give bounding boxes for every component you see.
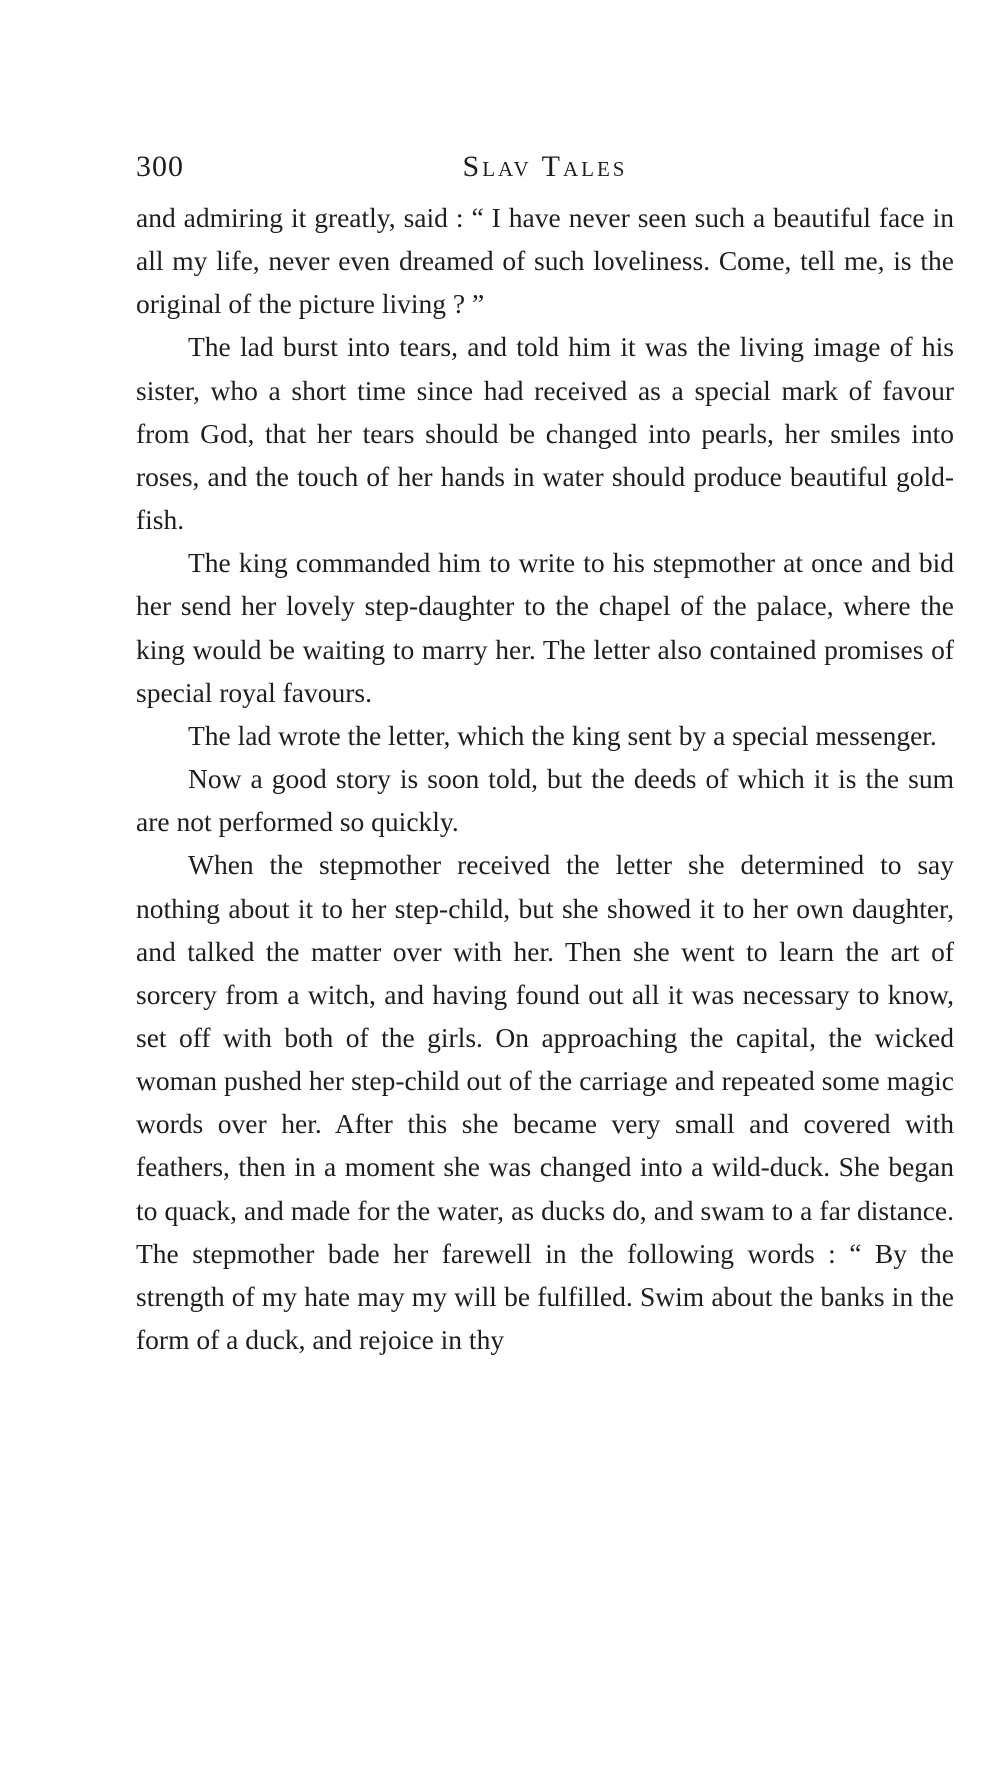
book-title: Slav Tales xyxy=(462,150,628,183)
body-text xyxy=(136,196,954,1361)
paragraph: Now a good story is soon told, but the deeds of which it is the sum are not performed so quickly. xyxy=(136,763,954,838)
paragraph: The lad burst into tears, and told him it was the living image of his sister, who a short time since had received as a special mark of favour from God, that her tears should be changed into pearls, her smiles into roses, and the touch of her hands in water should produce beautiful gold-fish. xyxy=(136,331,954,536)
paragraph: and admiring it greatly, said : “ I have never seen such a beautiful face in all my life, never even dreamed of such loveliness. Come, tell me, is the original of the picture living ? ” xyxy=(136,202,954,320)
paragraph: The lad wrote the letter, which the king sent by a special messenger. xyxy=(188,719,937,751)
paragraph: When the stepmother received the letter she determined to say nothing about it to her step-child, but she showed it to her own daughter, and talked the matter over with her. Then she went to learn the art of sorcery from a witch, and having found out all it was necessary to know, set off with both of the girls. On approaching the capital, the wicked woman pushed her step-child out of the carriage and repeated some magic words over her. After this she became very small and covered with feathers, then in a moment she was changed into a wild-duck. She began to quack, and made for the water, as ducks do, and swam to a far distance. The stepmother bade her farewell in the following words : “ By the strength of my hate may my will be fulfilled. Swim about the banks in the form of a duck, and rejoice in thy xyxy=(136,849,954,1356)
page-number: 300 xyxy=(136,150,184,183)
paragraph: The king commanded him to write to his stepmother at once and bid her send her lovely step-daughter to the chapel of the palace, where the king would be waiting to marry her. The letter also contained promises of special royal favours. xyxy=(136,547,954,708)
running-head xyxy=(136,143,954,191)
